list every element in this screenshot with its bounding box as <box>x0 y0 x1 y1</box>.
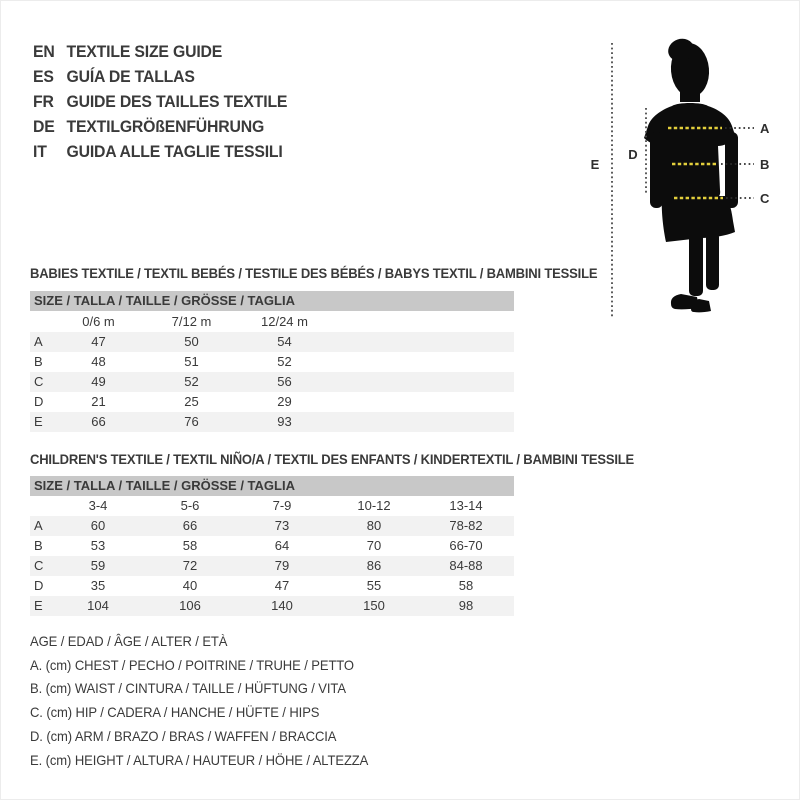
table-row <box>30 556 514 576</box>
figure-label-c: C <box>760 191 770 206</box>
row-label: C <box>34 374 44 389</box>
table-row <box>30 352 514 372</box>
cell: 84-88 <box>449 558 483 573</box>
row-label: B <box>34 538 43 553</box>
cell: 79 <box>274 558 290 573</box>
cell: 49 <box>91 374 106 389</box>
cell: 66-70 <box>449 538 483 553</box>
row-label: E <box>34 598 43 613</box>
row-label: A <box>34 518 43 533</box>
column-header: 12/24 m <box>261 314 308 329</box>
cell: 52 <box>277 354 292 369</box>
legend-line-waist: B. (cm) WAIST / CINTURA / TAILLE / HÜFTUNG / VITA <box>30 680 346 697</box>
cell: 53 <box>90 538 106 553</box>
cell: 80 <box>366 518 382 533</box>
table-row <box>30 536 514 556</box>
table-row <box>30 412 514 432</box>
language-title-list <box>33 39 287 164</box>
row-label-spacer <box>30 496 52 516</box>
column-header: 5-6 <box>180 498 200 513</box>
measurement-legend <box>30 630 368 772</box>
cell: 98 <box>458 598 474 613</box>
cell: 70 <box>366 538 382 553</box>
cell: 76 <box>184 414 199 429</box>
cell: 59 <box>90 558 106 573</box>
figure-label-e: E <box>590 157 600 172</box>
column-header: 7-9 <box>272 498 292 513</box>
cell: 60 <box>90 518 106 533</box>
cell: 40 <box>182 578 198 593</box>
child-silhouette <box>644 36 738 313</box>
cell: 72 <box>182 558 198 573</box>
cell: 73 <box>274 518 290 533</box>
cell: 35 <box>90 578 106 593</box>
row-label: B <box>34 354 43 369</box>
column-header: 10-12 <box>357 498 391 513</box>
cell: 47 <box>274 578 290 593</box>
lang-code: FR <box>33 92 54 111</box>
cell: 104 <box>87 598 109 613</box>
children-column-header-row <box>30 496 514 516</box>
cell: 48 <box>91 354 106 369</box>
babies-section-title: BABIES TEXTILE / TEXTIL BEBÉS / TESTILE DES BÉBÉS / BABYS TEXTIL / BAMBINI TESSILE <box>30 265 598 281</box>
row-label: C <box>34 558 44 573</box>
children-section-title: CHILDREN'S TEXTILE / TEXTIL NIÑO/A / TEXTIL DES ENFANTS / KINDERTEXTIL / BAMBINI TESSILE <box>30 451 635 467</box>
table-row <box>30 332 514 352</box>
column-header: 13-14 <box>449 498 483 513</box>
cell: 51 <box>184 354 199 369</box>
lang-code: ES <box>33 67 54 86</box>
cell: 140 <box>271 598 293 613</box>
measurement-figure-diagram <box>580 20 800 320</box>
cell: 86 <box>366 558 382 573</box>
cell: 150 <box>363 598 385 613</box>
figure-label-d: D <box>628 147 638 162</box>
cell: 66 <box>91 414 106 429</box>
figure-label-b: B <box>760 157 770 172</box>
table-row <box>30 516 514 536</box>
row-label: D <box>34 578 44 593</box>
row-label: E <box>34 414 43 429</box>
cell: 56 <box>277 374 292 389</box>
children-table-header-bar: SIZE / TALLA / TAILLE / GRÖSSE / TAGLIA <box>30 476 514 496</box>
cell: 21 <box>91 394 106 409</box>
lang-title: TEXTILE SIZE GUIDE <box>66 42 223 61</box>
column-header: 0/6 m <box>82 314 115 329</box>
lang-title: GUIDE DES TAILLES TEXTILE <box>66 92 288 111</box>
legend-line-height: E. (cm) HEIGHT / ALTURA / HAUTEUR / HÖHE / ALTEZZA <box>30 751 369 768</box>
legend-line-arm: D. (cm) ARM / BRAZO / BRAS / WAFFEN / BRACCIA <box>30 727 337 744</box>
row-label: D <box>34 394 44 409</box>
babies-table-header-bar: SIZE / TALLA / TAILLE / GRÖSSE / TAGLIA <box>30 291 514 311</box>
lang-code: DE <box>33 117 55 136</box>
lang-code: EN <box>33 42 55 61</box>
legend-line-hip: C. (cm) HIP / CADERA / HANCHE / HÜFTE / HIPS <box>30 704 320 721</box>
cell: 78-82 <box>449 518 483 533</box>
table-row <box>30 576 514 596</box>
cell: 29 <box>277 394 292 409</box>
row-label-spacer <box>30 311 52 332</box>
lang-code: IT <box>33 142 47 161</box>
lang-title: GUÍA DE TALLAS <box>66 67 195 86</box>
cell: 66 <box>182 518 198 533</box>
cell: 64 <box>274 538 290 553</box>
table-row <box>30 372 514 392</box>
cell: 58 <box>182 538 198 553</box>
babies-column-header-row <box>30 311 514 332</box>
cell: 54 <box>277 334 292 349</box>
table-row <box>30 392 514 412</box>
table-row <box>30 596 514 616</box>
cell: 55 <box>366 578 382 593</box>
cell: 50 <box>184 334 199 349</box>
legend-line-chest: A. (cm) CHEST / PECHO / POITRINE / TRUHE / PETTO <box>30 656 354 673</box>
lang-title: GUIDA ALLE TAGLIE TESSILI <box>66 142 283 161</box>
lang-title: TEXTILGRÖßENFÜHRUNG <box>66 117 265 136</box>
row-label: A <box>34 334 43 349</box>
cell: 25 <box>184 394 199 409</box>
legend-line-age: AGE / EDAD / ÂGE / ALTER / ETÀ <box>30 633 228 649</box>
cell: 58 <box>458 578 474 593</box>
cell: 93 <box>277 414 292 429</box>
column-header: 7/12 m <box>171 314 212 329</box>
cell: 106 <box>179 598 201 613</box>
cell: 52 <box>184 374 199 389</box>
column-header: 3-4 <box>88 498 108 513</box>
figure-label-a: A <box>760 121 770 136</box>
cell: 47 <box>91 334 106 349</box>
